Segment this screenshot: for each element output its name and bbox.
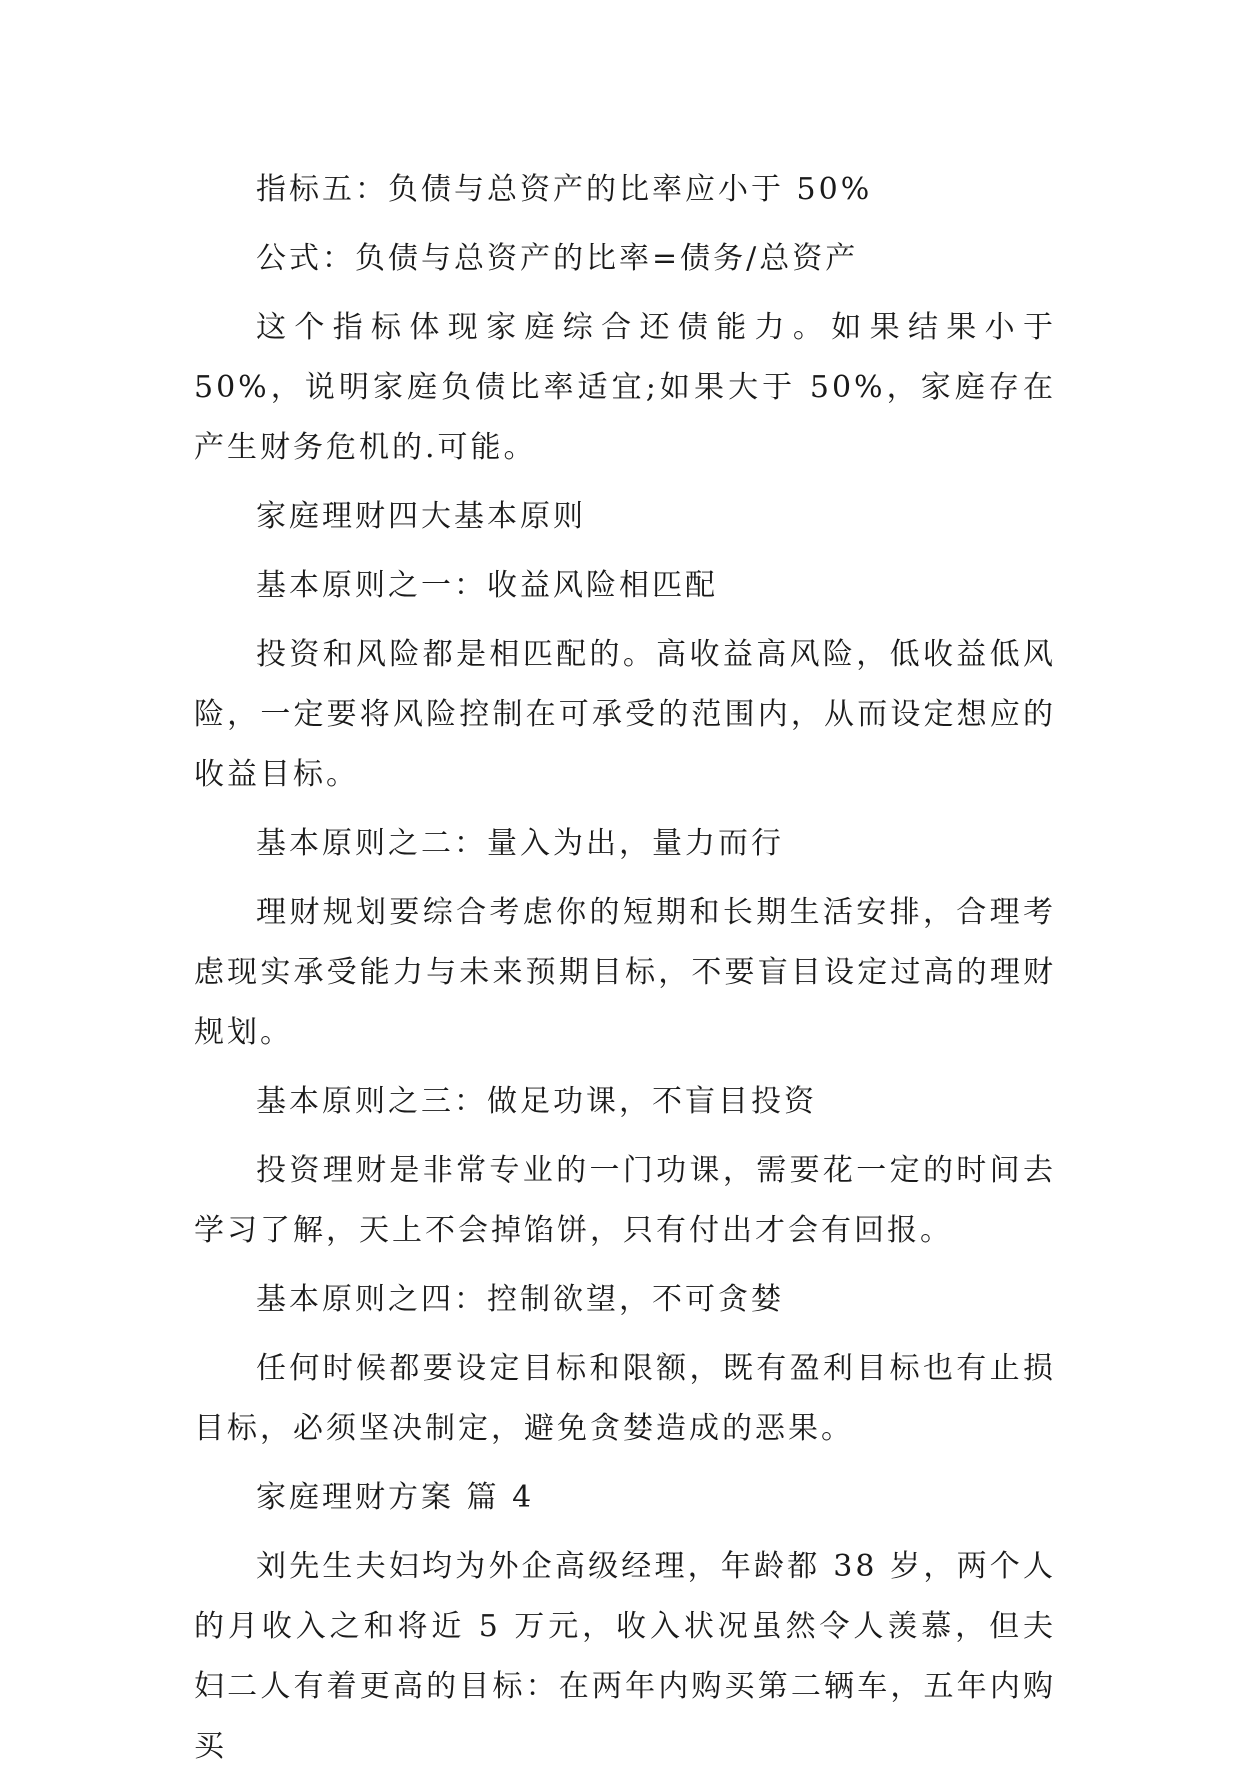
formula-line: 公式：负债与总资产的比率=债务/总资产 [256, 241, 859, 276]
principle-three-heading: 基本原则之三：做足功课，不盲目投资 [256, 1084, 817, 1119]
principle-one-heading: 基本原则之一：收益风险相匹配 [256, 568, 718, 603]
indicator-explanation-paragraph: 这个指标体现家庭综合还债能力。如果结果小于 50%，说明家庭负债比率适宜;如果大于 50%，家庭存在产生财务危机的.可能。 [194, 310, 1056, 465]
principle-three-paragraph: 投资理财是非常专业的一门功课，需要花一定的时间去学习了解，天上不会掉馅饼，只有付出才会有回报。 [194, 1153, 1056, 1248]
principle-four-paragraph: 任何时候都要设定目标和限额，既有盈利目标也有止损目标，必须坚决制定，避免贪婪造成的恶果。 [194, 1351, 1056, 1446]
principle-two-heading: 基本原则之二：量入为出，量力而行 [256, 826, 784, 861]
document-body [194, 160, 1056, 1777]
principle-four-heading: 基本原则之四：控制欲望，不可贪婪 [256, 1282, 784, 1317]
indicator-five-heading: 指标五：负债与总资产的比率应小于 50% [256, 172, 873, 207]
principles-section-title: 家庭理财四大基本原则 [256, 499, 586, 534]
case-intro-paragraph: 刘先生夫妇均为外企高级经理，年龄都 38 岁，两个人的月收入之和将近 5 万元，收入状况虽然令人羡慕，但夫妇二人有着更高的目标：在两年内购买第二辆车，五年内购买 [194, 1549, 1056, 1764]
principle-two-paragraph: 理财规划要综合考虑你的短期和长期生活安排，合理考虑现实承受能力与未来预期目标，不要盲目设定过高的理财规划。 [194, 895, 1056, 1050]
principle-one-paragraph: 投资和风险都是相匹配的。高收益高风险，低收益低风险，一定要将风险控制在可承受的范围内，从而设定想应的收益目标。 [194, 637, 1056, 792]
plan-four-heading: 家庭理财方案 篇 4 [256, 1480, 535, 1515]
